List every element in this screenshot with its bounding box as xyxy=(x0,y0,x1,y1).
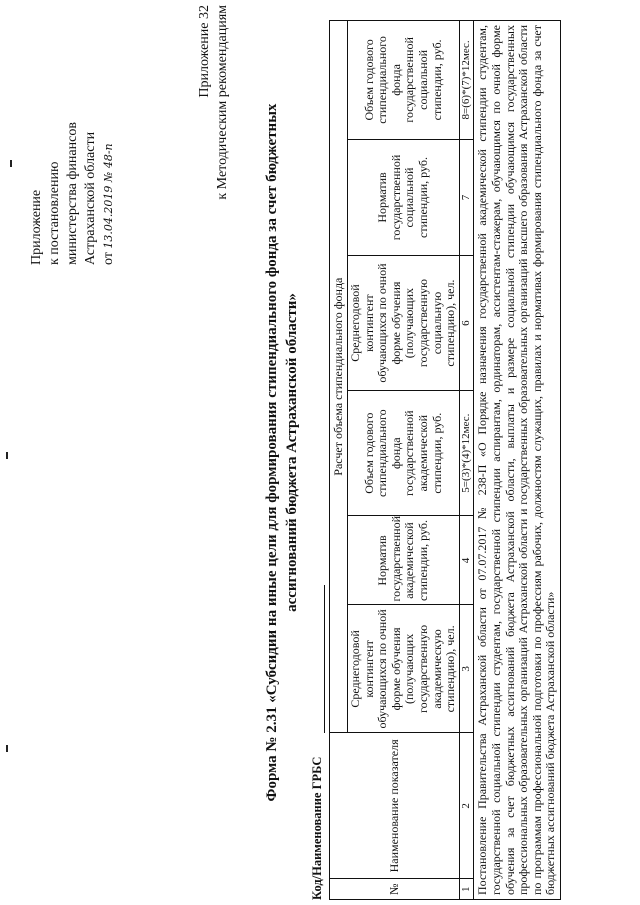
stipend-table xyxy=(329,20,561,900)
col-header-academic-fund: Объем годового стипендиального фонда государственной академической стипендии, руб. xyxy=(348,390,460,516)
group-header: Расчет объема стипендиального фонда xyxy=(330,21,348,733)
approval-line: Астраханской области xyxy=(83,131,98,265)
handwritten-date: 13.04.2019 № 48-п xyxy=(102,143,115,249)
approval-line: Приложение xyxy=(29,189,44,265)
col-number-cell: 8=(6)*(7)*12мес. xyxy=(459,21,474,140)
col-number-cell: 1 xyxy=(459,879,474,900)
scan-mark xyxy=(10,160,12,167)
approval-line: министерства финансов xyxy=(65,122,80,265)
appendix-number: Приложение 32 xyxy=(197,5,212,98)
col-number-cell: 7 xyxy=(459,139,474,255)
scan-mark xyxy=(6,745,8,752)
col-header-name: Наименование показателя xyxy=(330,733,460,879)
col-number-cell: 2 xyxy=(459,733,474,879)
grbs-label: Код/Наименование ГРБС xyxy=(310,756,324,900)
approval-line: к постановлению xyxy=(47,161,62,265)
col-header-social-norm: Норматив государственной социальной стипендии, руб. xyxy=(348,139,460,255)
col-header-social-contingent: Среднегодовой контингент обучающихся по очной форме обучения (получающих государственную социальную стипендию), чел. xyxy=(348,256,460,391)
col-number-cell: 4 xyxy=(459,516,474,605)
grbs-underline xyxy=(324,585,325,733)
col-number-cell: 5=(3)*(4)*12мес. xyxy=(459,390,474,516)
appendix-reference: к Методическим рекомендациям xyxy=(215,5,230,200)
approval-block xyxy=(28,5,118,265)
scan-mark xyxy=(6,452,8,459)
appendix-block xyxy=(196,5,232,265)
col-header-academic-norm: Норматив государственной академической стипендии, руб. xyxy=(348,516,460,605)
col-number-cell: 6 xyxy=(459,256,474,391)
title-line-1: Форма № 2.31 «Субсидии на иные цели для формирования стипендиального фонда за счет бюджетных xyxy=(264,103,280,802)
legal-basis-text: Постановление Правительства Астраханской области от 07.07.2017 № 238-П «О Порядке назначения государственной академической стипендии студентам, государственной социальной стипендии студентам, государственной стипендии аспирантам, ординаторам, ассистентам-стажерам, обучающимся по очной форме обучения за счет бюджетных ассигнований бюджета Астраханской области, выплаты и размере социальной стипендии обучающимся государственных профессиональных образовательных организаций Астраханской области и государственных образовательных организаций высшего образования Астраханской области по программам профессиональной подготовки по профессиям рабочих, должностям служащих, правилах и нормативах формирования стипендиального фонда за счет бюджетных ассигнований бюджета Астраханской области» xyxy=(474,21,561,900)
form-title xyxy=(262,0,302,905)
approval-date-line xyxy=(100,5,118,265)
col-header-social-fund: Объем годового стипендиального фонда государственной социальной стипендии, руб. xyxy=(348,21,460,140)
col-header-academic-contingent: Среднегодовой контингент обучающихся по очной форме обучения (получающих государственную академическую стипендию), чел. xyxy=(348,605,460,733)
col-header-number: № xyxy=(330,879,460,900)
date-prefix: от xyxy=(101,252,116,265)
title-line-2: ассигнований бюджета Астраханской области» xyxy=(284,293,300,612)
col-number-cell: 3 xyxy=(459,605,474,733)
